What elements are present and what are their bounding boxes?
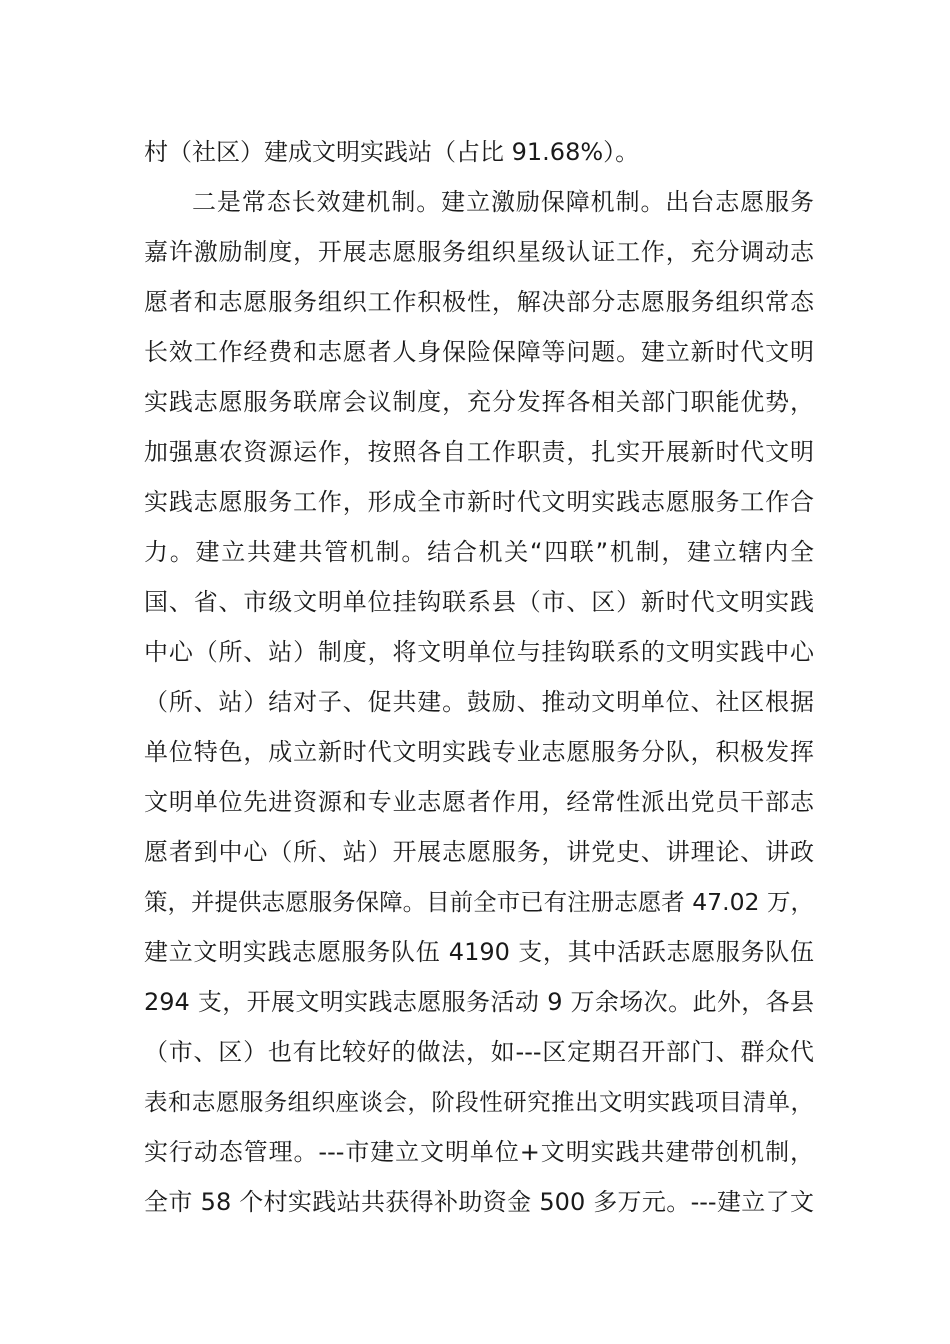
text-line: 策，并提供志愿服务保障。目前全市已有注册志愿者 47.02 万， [144, 888, 814, 916]
text-line: 加强惠农资源运作，按照各自工作职责，扎实开展新时代文明 [144, 438, 814, 466]
text-line: 表和志愿服务组织座谈会，阶段性研究推出文明实践项目清单， [144, 1088, 814, 1116]
text-line: 国、省、市级文明单位挂钩联系县（市、区）新时代文明实践 [144, 588, 814, 616]
text-line: 建立文明实践志愿服务队伍 4190 支，其中活跃志愿服务队伍 [144, 938, 814, 966]
text-line: 实践志愿服务联席会议制度，充分发挥各相关部门职能优势， [144, 388, 814, 416]
body-text [144, 127, 814, 1227]
text-line: 实践志愿服务工作，形成全市新时代文明实践志愿服务工作合 [144, 488, 814, 516]
text-line: 愿者和志愿服务组织工作积极性，解决部分志愿服务组织常态 [144, 288, 814, 316]
text-line: 全市 58 个村实践站共获得补助资金 500 多万元。---建立了文 [144, 1188, 814, 1216]
text-line: 294 支，开展文明实践志愿服务活动 9 万余场次。此外，各县 [144, 988, 814, 1016]
text-line: 文明单位先进资源和专业志愿者作用，经常性派出党员干部志 [144, 788, 814, 816]
text-line: 村（社区）建成文明实践站（占比 91.68%）。 [144, 138, 640, 166]
text-line: （所、站）结对子、促共建。鼓励、推动文明单位、社区根据 [144, 688, 814, 716]
text-line: 长效工作经费和志愿者人身保险保障等问题。建立新时代文明 [144, 338, 814, 366]
text-line: 愿者到中心（所、站）开展志愿服务，讲党史、讲理论、讲政 [144, 838, 814, 866]
text-line: 中心（所、站）制度，将文明单位与挂钩联系的文明实践中心 [144, 638, 814, 666]
text-line: 二是常态长效建机制。建立激励保障机制。出台志愿服务 [192, 188, 814, 216]
text-line: 单位特色，成立新时代文明实践专业志愿服务分队，积极发挥 [144, 738, 814, 766]
text-line: 实行动态管理。---市建立文明单位+文明实践共建带创机制， [144, 1138, 814, 1166]
text-line: 力。建立共建共管机制。结合机关“四联”机制，建立辖内全 [144, 538, 814, 566]
text-line: 嘉许激励制度，开展志愿服务组织星级认证工作，充分调动志 [144, 238, 814, 266]
text-line: （市、区）也有比较好的做法，如---区定期召开部门、群众代 [144, 1038, 814, 1066]
